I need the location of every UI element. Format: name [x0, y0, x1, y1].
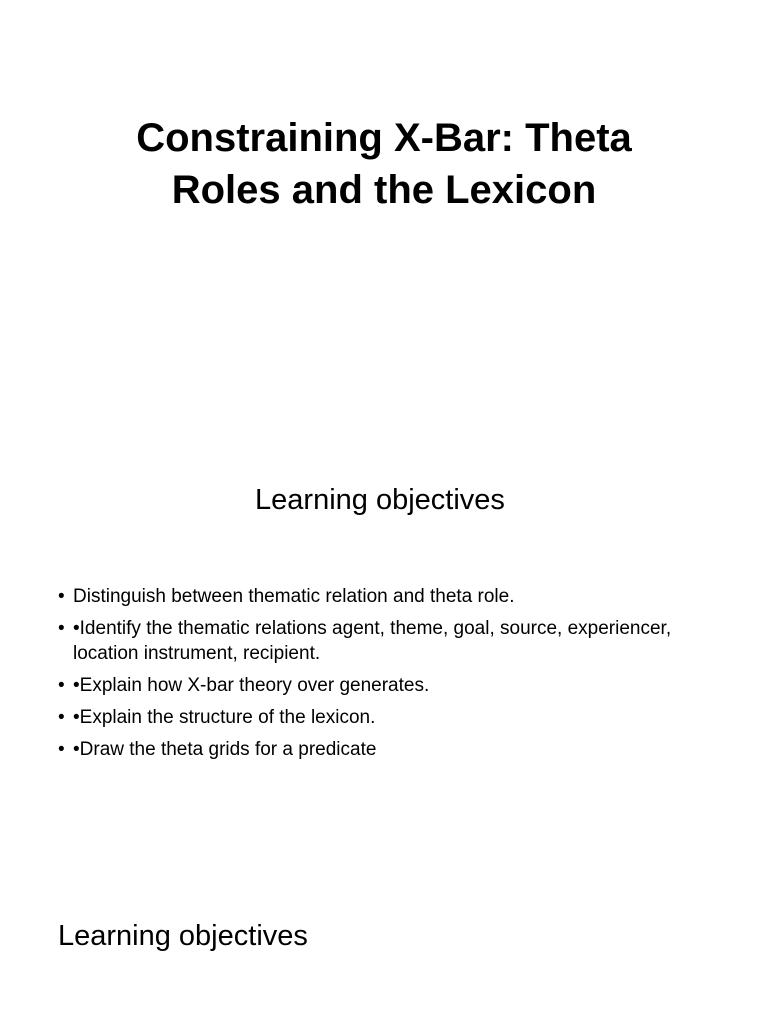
objectives-slide-continued — [0, 816, 768, 1024]
list-item-text: •Draw the theta grids for a predicate — [73, 739, 377, 760]
objectives-slide — [0, 384, 768, 816]
bullet-icon: • — [58, 739, 65, 760]
objectives-list — [58, 584, 678, 769]
title-slide — [0, 0, 768, 384]
list-item — [58, 616, 678, 666]
bullet-icon: • — [58, 586, 65, 607]
list-item — [58, 737, 678, 762]
bullet-icon: • — [58, 707, 65, 728]
list-item-text: •Identify the thematic relations agent, theme, goal, source, experiencer, location instrument, recipient. — [73, 618, 672, 664]
list-item-text: Distinguish between thematic relation and theta role. — [73, 586, 515, 607]
list-item-text: •Explain the structure of the lexicon. — [73, 707, 376, 728]
list-item — [58, 705, 678, 730]
list-item-text: •Explain how X-bar theory over generates. — [73, 675, 430, 696]
list-item — [58, 673, 678, 698]
slide-heading: Learning objectives — [255, 484, 505, 516]
list-item — [58, 584, 678, 609]
slide-heading: Learning objectives — [58, 920, 308, 952]
bullet-icon: • — [58, 675, 65, 696]
presentation-title: Constraining X-Bar: Theta Roles and the Lexicon — [136, 116, 632, 212]
bullet-icon: • — [58, 618, 65, 639]
